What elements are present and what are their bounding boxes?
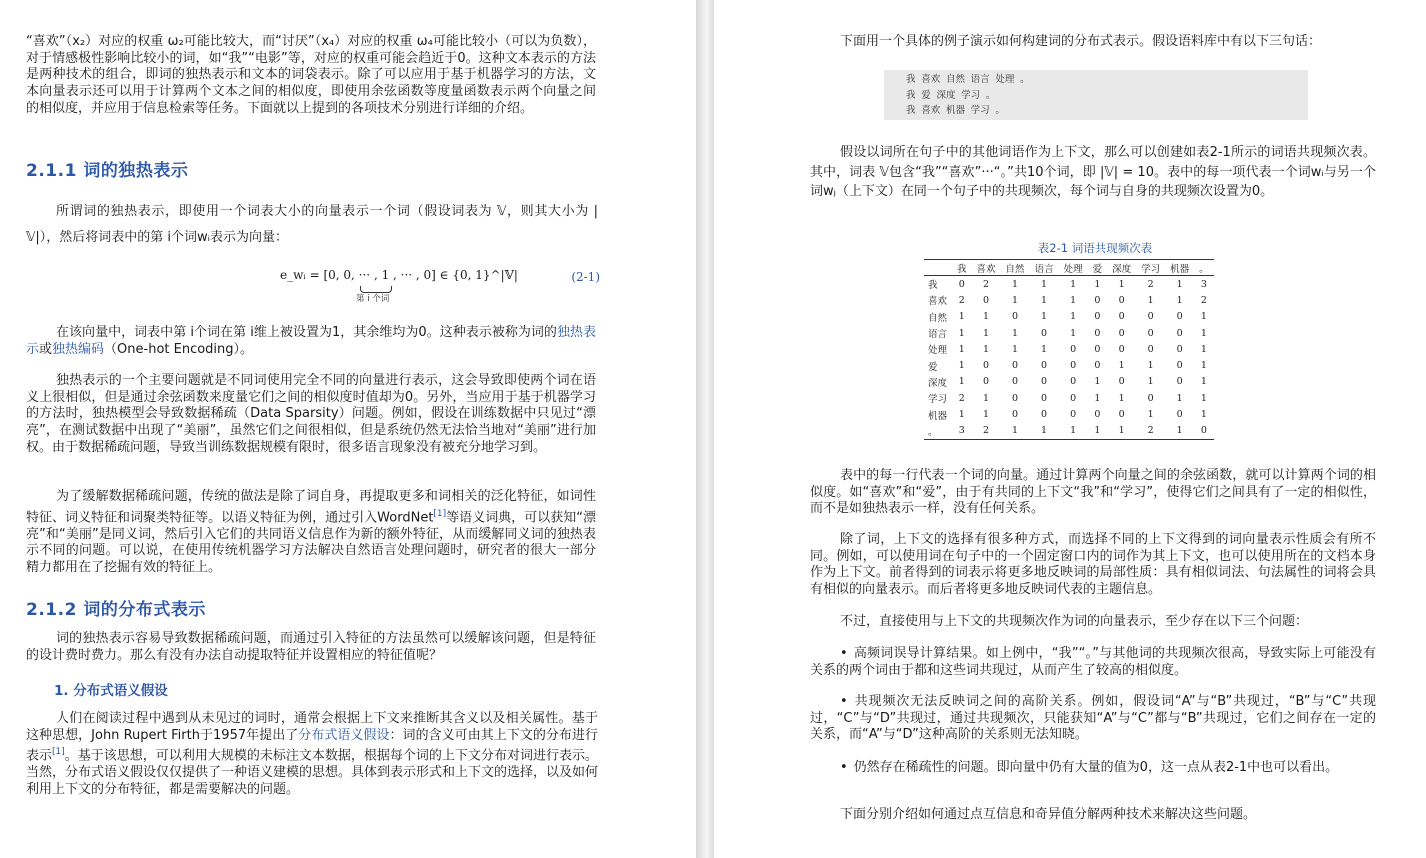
- corpus-line: 我 喜欢 自然 语言 处理 。: [906, 74, 1030, 85]
- table-cell: 0: [1147, 311, 1154, 323]
- table-cell: 0: [1041, 360, 1048, 372]
- table-cell: 1: [1176, 425, 1183, 437]
- table-cell: 0: [1176, 360, 1183, 372]
- table-row-header: 喜欢: [928, 296, 948, 308]
- table-cell: 2: [1147, 425, 1154, 437]
- table-cell: 0: [1147, 327, 1154, 339]
- table-cell: 1: [983, 343, 990, 355]
- table-cell: 1: [1094, 392, 1101, 404]
- bullet-sparsity: • 仍然存在稀疏性的问题。即向量中仍有大量的值为0，这一点从表2-1中也可以看出。: [810, 760, 1376, 777]
- table-cell: 1: [1012, 294, 1019, 306]
- table-cell: 0: [1041, 327, 1048, 339]
- table-cell: 1: [958, 343, 965, 355]
- paragraph-cooccurrence-def: 假设以词所在句子中的其他词语作为上下文，那么可以创建如表2-1所示的词语共现频次表。其中，词表 𝕍包含“我”“喜欢”···“。”共10个词，即 |𝕍| = 10。表中的每一项代表一个词wᵢ与另一个词wⱼ（上下文）在同一个句子中的共现频次，每个词与自身的共现频次设置为0。: [810, 145, 1376, 199]
- table-header-cell: 学习: [1136, 260, 1165, 276]
- table-cell: 1: [1176, 294, 1183, 306]
- table-cell: 1: [958, 327, 965, 339]
- cooccurrence-table: [924, 259, 1214, 440]
- table-cell: 0: [1070, 409, 1077, 421]
- table-cell: 0: [1094, 311, 1101, 323]
- citation-ref[interactable]: [1]: [52, 747, 65, 758]
- table-cell: 0: [1200, 425, 1207, 437]
- paragraph-onehot-problem: 独热表示的一个主要问题就是不同词使用完全不同的向量进行表示，这会导致即使两个词在语义上很相似，但是通过余弦函数来度量它们之间的相似度时值却为0。另外，当应用于基于机器学习的方法时，独热模型会导致数据稀疏（Data Sparsity）问题。例如，假设在训练数据中只见过“漂亮”，在测试数据中出现了“美丽”，虽然它们之间很相似，但是系统仍然无法恰当地对“美丽”进行加权。由于数据稀疏问题，导致当训练数据规模有限时，很多语言现象没有被充分地学习到。: [26, 373, 596, 455]
- table-cell: 1: [1147, 376, 1154, 388]
- table-row-header: 深度: [928, 377, 948, 389]
- table-cell: 0: [1012, 376, 1019, 388]
- table-cell: 1: [983, 409, 990, 421]
- link-onehot-encoding[interactable]: 独热编码: [52, 341, 105, 357]
- table-cell: 1: [1012, 327, 1019, 339]
- table-cell: 0: [1041, 392, 1048, 404]
- table-row-header: 。: [928, 426, 938, 438]
- table-cell: 1: [1041, 343, 1048, 355]
- table-cell: 0: [1147, 343, 1154, 355]
- table-cell: 1: [983, 311, 990, 323]
- table-cell: 1: [983, 392, 990, 404]
- table-row: [924, 357, 1214, 373]
- table-cell: 0: [1070, 360, 1077, 372]
- table-caption: 表2-1 词语共现频次表: [1037, 241, 1153, 255]
- table-cell: 2: [958, 294, 965, 306]
- table-cell: 1: [1200, 343, 1207, 355]
- table-cell: 0: [1176, 327, 1183, 339]
- table-cell: 0: [1118, 294, 1125, 306]
- table-cell: 1: [1176, 392, 1183, 404]
- table-cell: 0: [1094, 294, 1101, 306]
- table-cell: 1: [1041, 294, 1048, 306]
- table-header-cell: 语言: [1030, 260, 1059, 276]
- table-cell: 3: [958, 425, 965, 437]
- table-cell: 0: [1118, 376, 1125, 388]
- table-cell: 0: [1176, 376, 1183, 388]
- table-cell: 1: [1041, 278, 1048, 290]
- table-row-header: 爱: [928, 361, 938, 373]
- table-header-cell: 深度: [1107, 260, 1136, 276]
- subsection-heading-hypothesis: 1. 分布式语义假设: [54, 683, 168, 699]
- table-header-cell: 机器: [1165, 260, 1194, 276]
- paragraph-distributed-intro: 词的独热表示容易导致数据稀疏问题，而通过引入特征的方法虽然可以缓解该问题，但是特征的设计费时费力。那么有没有办法自动提取特征并设置相应的特征值呢？: [26, 631, 596, 663]
- table-row: [924, 406, 1214, 422]
- table-row: [924, 325, 1214, 341]
- table-cell: 1: [1118, 278, 1125, 290]
- equation-body: e_wᵢ = [0, 0, ··· , 1 , ··· , 0] ∈ {0, 1}^|𝕍|: [280, 268, 518, 282]
- table-cell: 0: [1176, 409, 1183, 421]
- table-cell: 1: [1070, 311, 1077, 323]
- paragraph-onehot-explain: 在该向量中，词表中第 i个词在第 i维上被设置为1，其余维均为0。这种表示被称为词的独热表示或独热编码（One-hot Encoding）。: [26, 325, 596, 357]
- table-cell: 0: [1041, 376, 1048, 388]
- table-row-header: 机器: [928, 410, 948, 422]
- table-cell: 0: [1176, 343, 1183, 355]
- bullet-high-frequency: • 高频词误导计算结果。如上例中，“我”“。”与其他词的共现频次很高，导致实际上可能没有关系的两个词由于都和这些词共现过，从而产生了较高的相似度。: [810, 646, 1376, 679]
- table-cell: 1: [1070, 294, 1077, 306]
- table-cell: 1: [958, 360, 965, 372]
- table-cell: 0: [1176, 311, 1183, 323]
- table-row: [924, 423, 1214, 440]
- corpus-line: 我 爱 深度 学习 。: [906, 89, 996, 101]
- table-cell: 2: [1147, 278, 1154, 290]
- table-cell: 0: [1041, 409, 1048, 421]
- table-cell: 1: [1094, 278, 1101, 290]
- section-heading-distributed: 2.1.2 词的分布式表示: [26, 600, 206, 620]
- table-cell: 0: [983, 376, 990, 388]
- paragraph-row-vector: 表中的每一行代表一个词的向量。通过计算两个向量之间的余弦函数，就可以计算两个词的相似度。如“喜欢”和“爱”，由于有共同的上下文“我”和“学习”，使得它们之间具有了一定的相似性，而不是如独热表示一样，没有任何关系。: [810, 468, 1376, 517]
- table-cell: 1: [1041, 311, 1048, 323]
- table-cell: 1: [1147, 360, 1154, 372]
- table-cell: 1: [1176, 278, 1183, 290]
- table-row-header: 学习: [928, 394, 948, 406]
- table-cell: 2: [983, 425, 990, 437]
- table-row: [924, 374, 1214, 390]
- table-row: [924, 390, 1214, 406]
- equation-2-1: [270, 262, 600, 306]
- table-cell: 1: [1094, 425, 1101, 437]
- table-cell: 1: [1200, 392, 1207, 404]
- table-cell: 0: [1094, 327, 1101, 339]
- paragraph-example-intro: 下面用一个具体的例子演示如何构建词的分布式表示。假设语料库中有以下三句话：: [840, 34, 1322, 49]
- table-cell: 0: [1070, 343, 1077, 355]
- table-cell: 0: [1012, 360, 1019, 372]
- table-cell: 0: [1118, 327, 1125, 339]
- page-gutter: [696, 0, 714, 858]
- table-cell: 1: [958, 311, 965, 323]
- table-cell: 1: [1012, 278, 1019, 290]
- paragraph-intro: “喜欢”（x₂）对应的权重 ω₂可能比较大，而“讨厌”（x₄）对应的权重 ω₄可能比较小（可以为负数），对于情感极性影响比较小的词，如“我”“电影”等，对应的权重可能会趋近于0。这种文本表示的方法是两种技术的组合，即词的独热表示和文本的词袋表示。除了可以应用于基于机器学习的方法，文本向量表示还可以用于计算两个文本之间的相似度，即使用余弦函数等度量函数表示两个向量之间的相似度，并应用于信息检索等任务。下面就以上提到的各项技术分别进行详细的介绍。: [26, 34, 596, 116]
- table-cell: 1: [1070, 327, 1077, 339]
- table-row: [924, 276, 1214, 293]
- section-heading-onehot: 2.1.1 词的独热表示: [26, 161, 189, 181]
- table-cell: 1: [1012, 425, 1019, 437]
- table-cell: 2: [983, 278, 990, 290]
- link-distributional-hypothesis[interactable]: 分布式语义假设: [298, 727, 390, 743]
- corpus-box: [884, 70, 1308, 120]
- table-cell: 1: [1094, 376, 1101, 388]
- table-header-row: [924, 260, 1214, 276]
- table-cell: 1: [1200, 311, 1207, 323]
- table-header-cell: 喜欢: [972, 260, 1001, 276]
- table-cell: 0: [1070, 376, 1077, 388]
- table-cell: 1: [1012, 343, 1019, 355]
- table-cell: 0: [1094, 343, 1101, 355]
- table-row: [924, 292, 1214, 308]
- table-header-cell: 爱: [1088, 260, 1108, 276]
- left-page: [0, 0, 696, 858]
- paragraph-next: 下面分别介绍如何通过点互信息和奇异值分解两种技术来解决这些问题。: [840, 807, 1257, 822]
- table-cell: 1: [1200, 409, 1207, 421]
- table-cell: 0: [1012, 311, 1019, 323]
- table-cell: 1: [1118, 425, 1125, 437]
- table-cell: 0: [1118, 343, 1125, 355]
- link-onehot-representation[interactable]: 独热表示: [26, 325, 596, 357]
- bullet-high-order: • 共现频次无法反映词之间的高阶关系。例如，假设词“A”与“B”共现过，“B”与“C”共现过，“C”与“D”共现过，通过共现频次，只能获知“A”与“C”都与“B”共现过，它们之间存在一定的关系，而“A”与“D”这种高阶的关系则无法知晓。: [810, 694, 1376, 744]
- table-cell: 1: [983, 327, 990, 339]
- table-header-cell: [924, 260, 952, 276]
- table-row-header: 自然: [928, 312, 948, 324]
- table-row: [924, 341, 1214, 357]
- table-cell: 0: [1070, 392, 1077, 404]
- table-cell: 0: [1118, 311, 1125, 323]
- table-cell: 1: [1070, 425, 1077, 437]
- table-cell: 2: [1200, 294, 1207, 306]
- equation-underbrace-label: 第 i 个词: [356, 294, 390, 304]
- table-cell: 1: [1118, 392, 1125, 404]
- paragraph-onehot-def: 所谓词的独热表示，即使用一个词表大小的向量表示一个词（假设词表为 𝕍，则其大小为 |𝕍|），然后将词表中的第 i个词wᵢ表示为向量：: [26, 204, 598, 245]
- equation-number: (2-1): [571, 270, 600, 284]
- table-cell: 0: [1012, 409, 1019, 421]
- table-cell: 1: [1118, 360, 1125, 372]
- table-cell: 1: [1200, 360, 1207, 372]
- table-cell: 1: [1147, 294, 1154, 306]
- table-cell: 0: [1012, 392, 1019, 404]
- table-cell: 0: [1094, 409, 1101, 421]
- table-cell: 0: [983, 294, 990, 306]
- paragraph-context-choice: 除了词，上下文的选择有很多种方式，而选择不同的上下文得到的词向量表示性质会有所不同。例如，可以使用词在句子中的一个固定窗口内的词作为其上下文，也可以使用所在的文档本身作为上下文。前者得到的词表示将更多地反映词的局部性质：具有相似词法、句法属性的词将会具有相似的向量表示。而后者将更多地反映词代表的主题信息。: [810, 532, 1376, 598]
- table-cell: 1: [1041, 425, 1048, 437]
- table-row-header: 语言: [928, 329, 948, 341]
- table-cell: 1: [1147, 409, 1154, 421]
- table-row-header: 我: [928, 280, 938, 292]
- table-cell: 0: [958, 278, 965, 290]
- table-cell: 0: [983, 360, 990, 372]
- table-header-cell: 我: [952, 260, 972, 276]
- table-row-header: 处理: [928, 345, 948, 357]
- corpus-line: 我 喜欢 机器 学习 。: [906, 105, 1005, 116]
- table-cell: 1: [958, 409, 965, 421]
- table-cell: 0: [1094, 360, 1101, 372]
- paragraph-hypothesis: 人们在阅读过程中遇到从未见过的词时，通常会根据上下文来推断其含义以及相关属性。基于这种思想，John Rupert Firth于1957年提出了分布式语义假设：词的含义可由其上下文的分布进行表示[1]。基于该思想，可以利用大规模的未标注文本数据，根据每个词的上下文分布对词进行表示。当然，分布式语义假设仅仅提供了一种语义建模的思想。具体到表示形式和上下文的选择，以及如何利用上下文的分布特征，都是需要解决的问题。: [26, 711, 599, 798]
- table-cell: 3: [1200, 278, 1207, 290]
- citation-ref[interactable]: [1]: [433, 508, 447, 519]
- table-row: [924, 309, 1214, 325]
- table-header-cell: 。: [1194, 260, 1214, 276]
- paragraph-three-problems: 不过，直接使用与上下文的共现频次作为词的向量表示，至少存在以下三个问题：: [840, 614, 1309, 629]
- table-cell: 1: [1200, 376, 1207, 388]
- table-cell: 1: [958, 376, 965, 388]
- table-header-cell: 处理: [1059, 260, 1088, 276]
- table-cell: 1: [1200, 327, 1207, 339]
- paragraph-sparsity: 为了缓解数据稀疏问题，传统的做法是除了词自身，再提取更多和词相关的泛化特征，如词性特征、词义特征和词聚类特征等。以语义特征为例，通过引入WordNet[1]等语义词典，可以获知“漂亮”和“美丽”是同义词，然后引入它们的共同语义信息作为新的额外特征，从而缓解同义词的独热表示不同的问题。可以说，在使用传统机器学习方法解决自然语言处理问题时，研究者的很大一部分精力都用在了挖掘有效的特征上。: [26, 489, 596, 576]
- table-cell: 0: [1147, 392, 1154, 404]
- table-cell: 2: [958, 392, 965, 404]
- table-cell: 1: [1070, 278, 1077, 290]
- table-header-cell: 自然: [1001, 260, 1030, 276]
- table-cell: 0: [1118, 409, 1125, 421]
